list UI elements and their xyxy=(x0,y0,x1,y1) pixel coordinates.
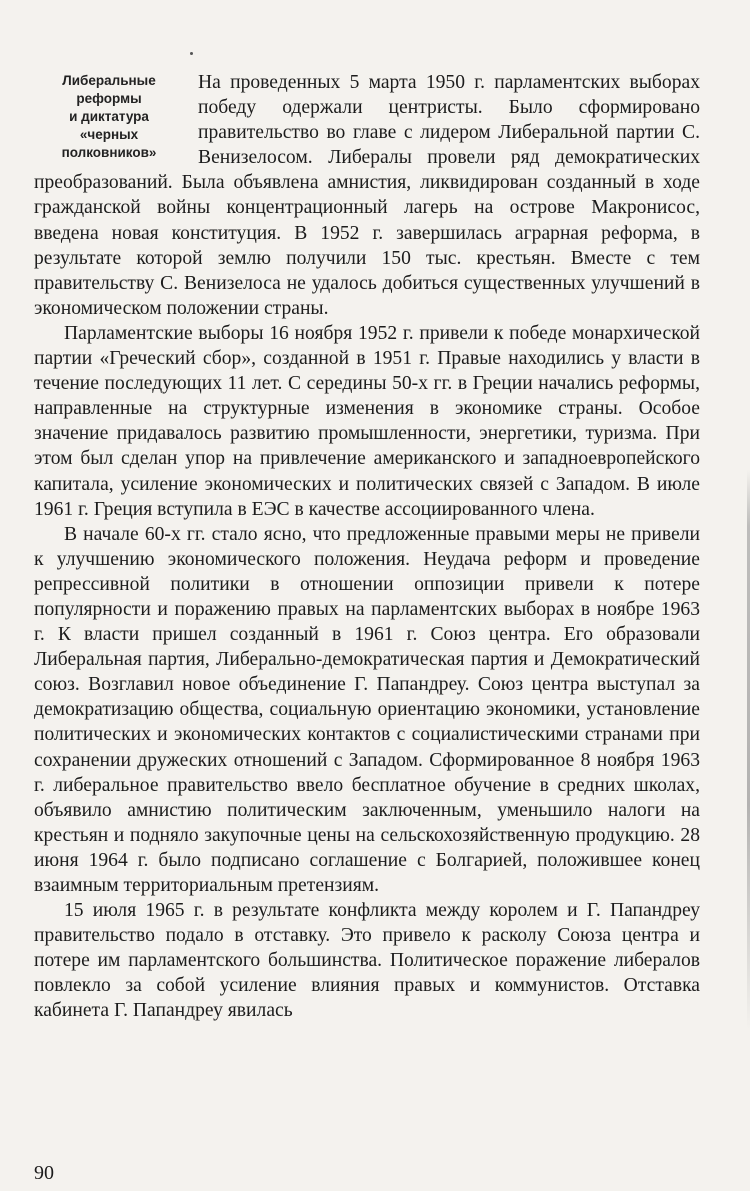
paragraph: 15 июля 1965 г. в результате конфликта между королем и Г. Папандреу правительство подало в отставку. Это привело к расколу Союза центра и потере им парламентского большинства. Политическое поражение либералов повлекло за собой усиление влияния правых и коммунистов. Отставка кабинета Г. Папандреу явилась xyxy=(34,900,700,1022)
paragraph: Парламентские выборы 16 ноября 1952 г. привели к победе монархической партии «Греческий сбор», созданной в 1951 г. Правые находились у власти в течение последующих 11 лет. С середины 50-х гг. в Греции начались реформы, направленные на структурные изменения в экономике страны. Особое значение придавалось развитию промышленности, энергетики, туризма. При этом был сделан упор на привлечение американского и западноевропейского капитала, усиление экономических и политических связей с Западом. В июле 1961 г. Греция вступила в ЕЭС в качестве ассоциированного члена. xyxy=(34,322,700,520)
side-heading-line: Либеральные xyxy=(62,73,156,88)
side-heading-line: «черных xyxy=(79,127,139,142)
page-number: 90 xyxy=(34,1162,54,1184)
side-heading-line: реформы xyxy=(76,91,142,106)
main-text xyxy=(34,70,700,1024)
side-heading xyxy=(34,72,184,162)
paragraph: В начале 60-х гг. стало ясно, что предложенные правыми меры не привели к улучшению экономического положения. Неудача реформ и проведение репрессивной политики в отношении оппозиции привели к потере популярности и поражению правых на парламентских выборах в ноябре 1963 г. К власти пришел созданный в 1961 г. Союз центра. Его образовали Либеральная партия, Либерально-демократическая партия и Демократический союз. Возглавил новое объединение Г. Папандреу. Союз центра выступал за демократизацию общества, социальную ориентацию экономики, установление политических и экономических контактов с социалистическими странами при сохранении дружеских отношений с Западом. Сформированное 8 ноября 1963 г. либеральное правительство ввело бесплатное обучение в средних школах, объявило амнистию политическим заключенным, уменьшило налоги на крестьян и подняло закупочные цены на сельскохозяйственную продукцию. 28 июня 1964 г. было подписано соглашение с Болгарией, положившее конец взаимным территориальным претензиям. xyxy=(34,523,700,896)
side-heading-line: полковников» xyxy=(61,145,157,160)
paragraph: На проведенных 5 марта 1950 г. парламентских выборах победу одержали центристы. Было сформировано правительство во главе с лидером Либеральной партии С. Венизелосом. Либералы провели ряд демократических преобразований. Была объявлена амнистия, ликвидирован созданный в ходе гражданской войны концентрационный лагерь на острове Макронисос, введена новая конституция. В 1952 г. завершилась аграрная реформа, в результате которой землю получили 150 тыс. крестьян. Вместе с тем правительству С. Венизелоса не удалось добиться существенных улучшений в экономическом положении страны. xyxy=(34,72,700,319)
side-heading-line: и диктатура xyxy=(69,109,149,124)
scan-speck xyxy=(190,52,193,55)
